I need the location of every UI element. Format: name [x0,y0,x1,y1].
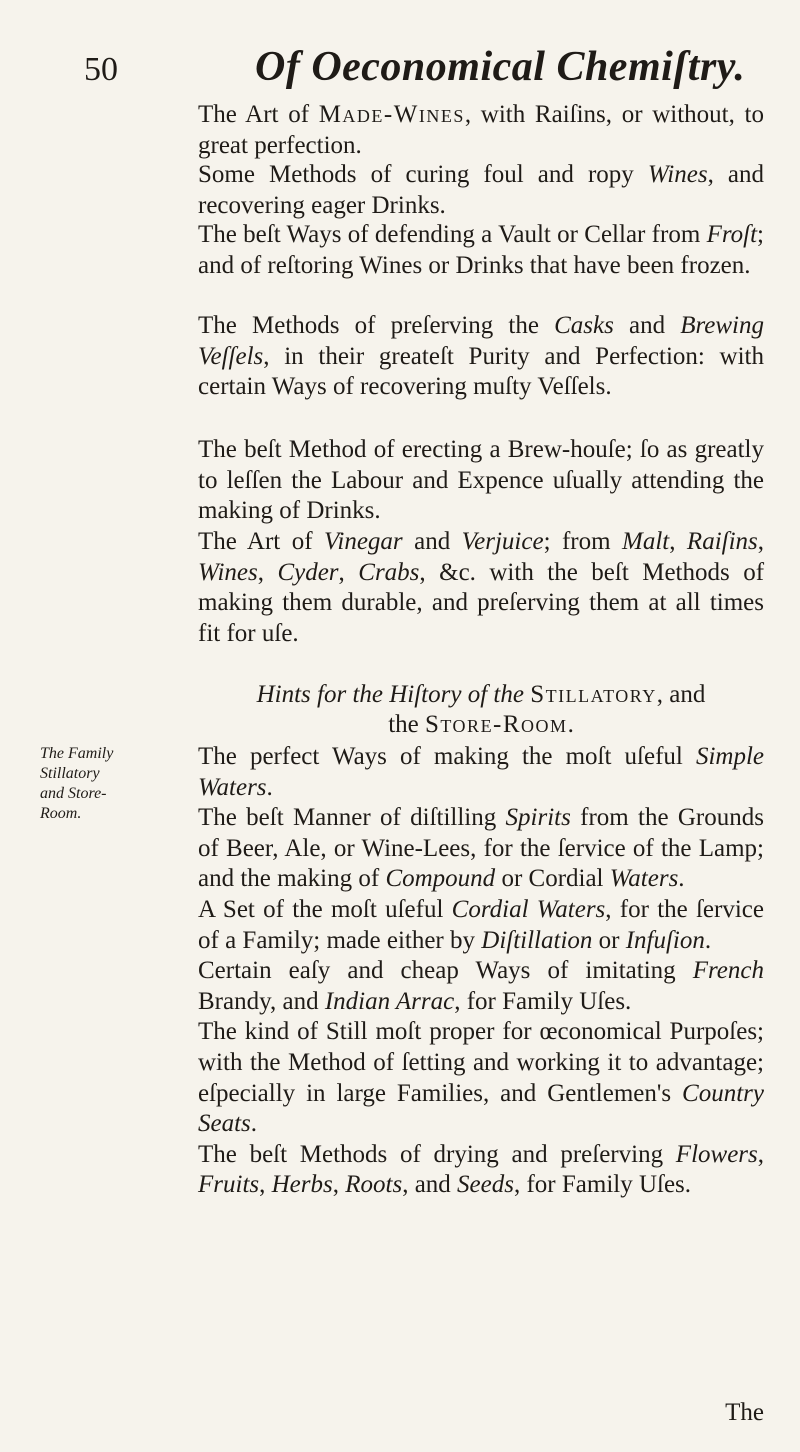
text-run: , and [402,1171,458,1199]
paragraph [198,956,764,1017]
margin-note-line: Stillatory [40,765,100,782]
italic-text: Fruits [198,1171,260,1199]
text-run: , [669,528,687,555]
paragraph [198,435,764,527]
text-run: , [332,1171,346,1199]
text-run: , for Family Uſes. [454,987,632,1015]
text-run: , for the ſervice of a Family; made either by [198,895,764,954]
italic-text: Cyder [277,558,339,586]
italic-text: Roots [345,1171,403,1199]
text-run: , and recovering eager Drinks. [198,161,764,219]
italic-text: Verjuice [461,528,544,555]
italic-text: Wines [198,558,258,586]
text-run: A Set of the moſt uſeful [198,895,452,923]
section-body [198,742,764,1201]
small-caps-text: Store-Room [424,711,568,738]
text-run: , [757,1140,764,1168]
italic-text: Simple Waters [198,743,764,801]
text-run: The beſt Method of erecting a Brew-houſe; ſo as greatly to leſſen the Labour and Expence uſually attending the making of Drinks. [198,436,764,525]
text-run: and [402,528,462,555]
paragraph [198,100,764,161]
text-run: ; and of reſtoring Wines or Drinks that have been frozen. [198,221,764,279]
text-run: , [257,558,278,586]
margin-note [40,744,160,824]
page-number: 50 [84,51,118,88]
italic-text: Hints for the Hiſtory of the [256,681,531,708]
section-heading [198,680,764,740]
text-run: , [259,1171,272,1199]
text-run: , [757,528,765,555]
text-run: , with Raiſins, or without, to great perfection. [198,101,764,159]
paragraph [198,160,764,221]
paragraph [198,803,764,895]
text-run: , [338,558,359,586]
paragraph [198,895,764,956]
italic-text: Cordial Waters [451,895,606,923]
text-run: . [266,773,273,801]
running-title: Of Oeconomical Chemiſtry. [255,44,746,90]
text-run: and [613,312,681,339]
section-heading-line [198,680,764,710]
small-caps-text: Stillatory [530,681,657,708]
paragraph [198,742,764,803]
italic-text: Brewing Veſſels [198,312,764,370]
text-run: , &c. with the beſt Methods of making them durable, and preſerving them at all times fit for uſe. [198,558,765,647]
paragraph [198,220,764,281]
text-run: The beſt Methods of drying and preſerving [198,1140,676,1168]
italic-text: Indian Arrac [324,987,455,1015]
text-run: . [567,711,574,738]
text-run: , and [656,681,706,708]
paragraph [198,311,764,403]
section-heading-line [198,710,764,740]
text-run: The Methods of preſerving the [198,312,555,339]
text-run: The kind of Still moſt proper for œconomical Purpoſes; with the Method of ſetting and working it to advantage; eſpecially in large Families, and Gentlemen's [198,1018,764,1107]
margin-note-line: Room. [40,805,82,822]
text-run: , for Family Uſes. [513,1171,692,1199]
catchword: The [725,1399,764,1426]
text-run: or Cordial [495,865,610,893]
text-run: The Art of [198,101,319,128]
text-run: The Art of [198,528,324,555]
text-run: Certain eaſy and cheap Ways of imitating [198,957,693,985]
italic-text: French [692,957,764,985]
text-run: the [388,711,425,738]
text-run: , in their greateſt Purity and Perfection: with certain Ways of recovering muſty Veſſels. [198,342,764,401]
text-run: . [704,926,712,954]
text-run: Some Methods of curing foul and ropy [198,161,648,188]
italic-text: Compound [385,865,496,893]
text-run: or [592,926,626,954]
italic-text: Flowers [675,1140,758,1168]
text-run: The perfect Ways of making the moſt uſeful [198,743,696,770]
margin-note-line: and Store- [40,785,107,802]
italic-text: Raiſins [686,528,758,555]
italic-text: Country Seats [198,1079,764,1138]
italic-text: Herbs [271,1171,333,1199]
italic-text: Crabs [358,558,420,586]
italic-text: Spirits [505,804,571,832]
margin-note-line: The Family [40,745,114,762]
italic-text: Vinegar [323,528,403,555]
text-run: The beſt Ways of defending a Vault or Cellar from [198,221,707,248]
italic-text: Froſt [706,221,758,248]
italic-text: Waters [609,865,679,893]
italic-text: Malt [622,528,670,555]
italic-text: Casks [554,312,614,339]
small-caps-text: Made-Wines [318,101,465,128]
text-run: . [678,865,685,893]
text-run: ; from [543,528,622,555]
paragraph [198,527,764,649]
text-run: . [250,1110,258,1138]
text-run: Brandy, and [198,987,325,1015]
italic-text: Wines [647,161,708,188]
italic-text: Seeds [457,1171,514,1199]
italic-text: Diſtillation [481,926,593,954]
paragraph [198,1140,764,1201]
text-run: The beſt Manner of diſtilling [198,804,506,832]
paragraph [198,1017,764,1139]
text-run: from the Grounds of Beer, Ale, or Wine-Lees, for the ſervice of the Lamp; and the making of [198,804,764,893]
italic-text: Infuſion [625,926,705,954]
